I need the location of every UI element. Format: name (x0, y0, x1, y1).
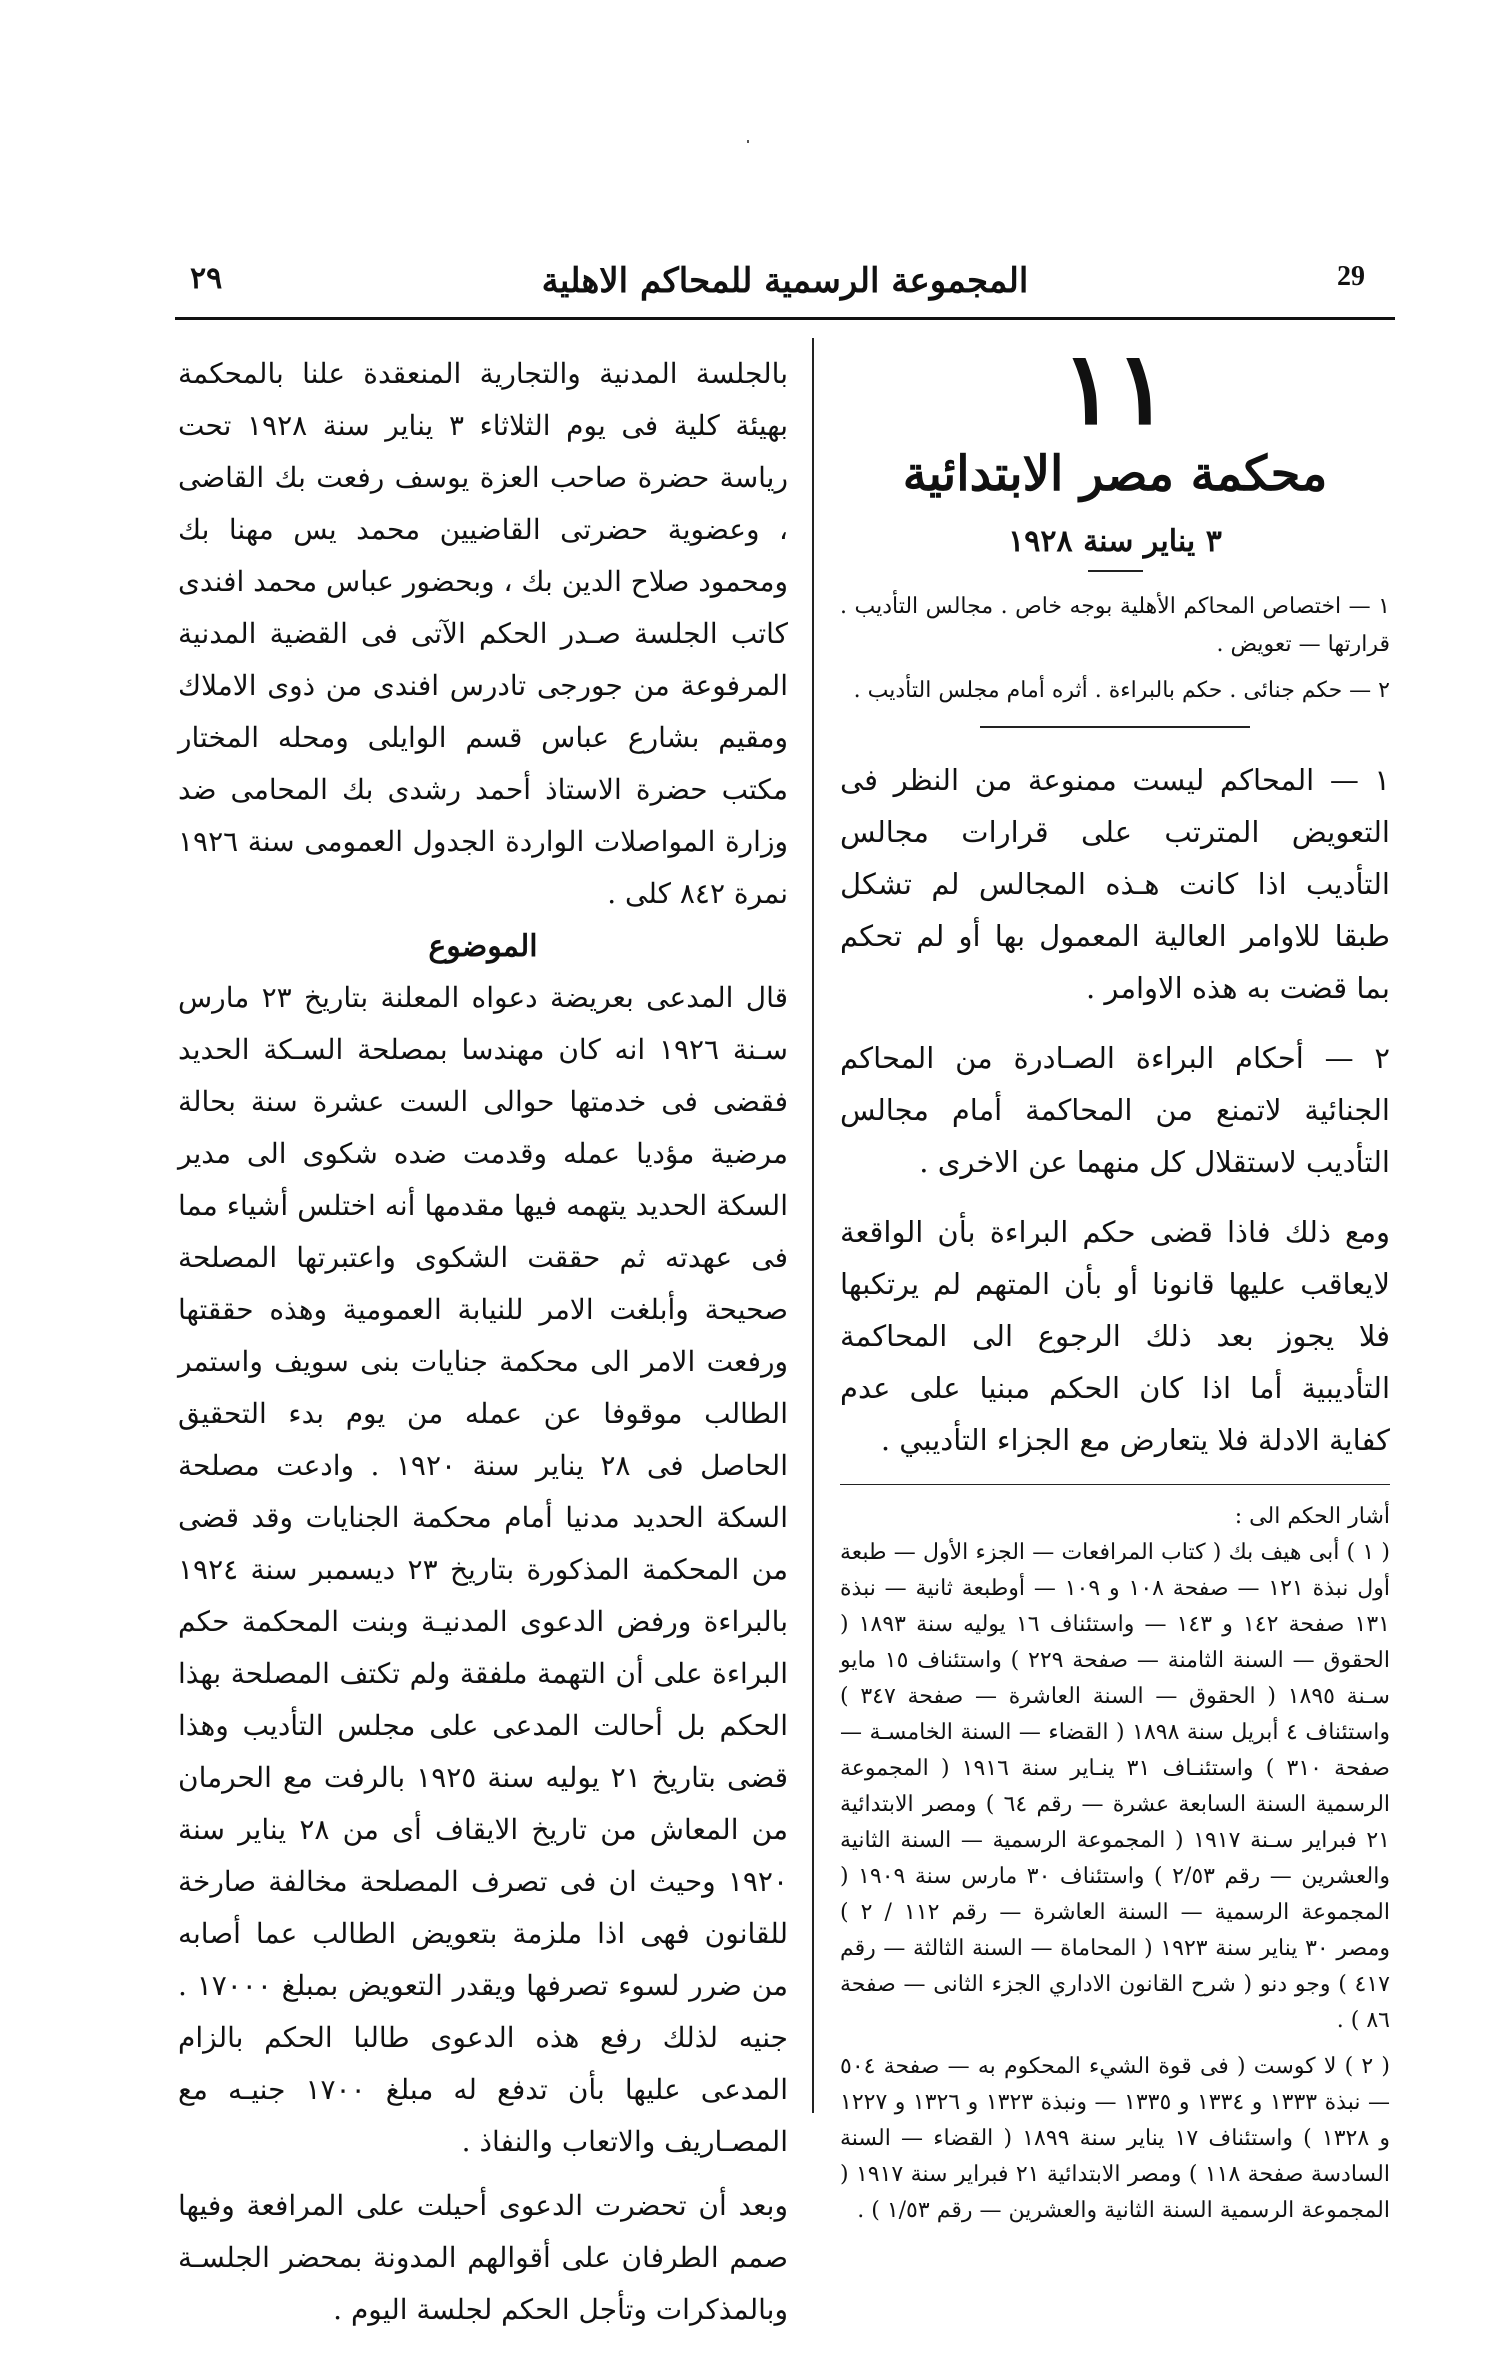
headnote: ٢ — حكم جنائى . حكم بالبراءة . أثره أمام مجلس التأديب . (853, 678, 1390, 703)
summary-column (840, 329, 1391, 2239)
case-number: ١١ (1061, 329, 1169, 447)
reference-note: ( ١ ) أبى هيف بك ( كتاب المرافعات — الجزء الأول — طبعة أول نبذة ١٢١ — صفحة ١٠٨ و ١٠٩ — أوطبعة ثانية — نبذة ١٣١ صفحة ١٤٢ و ١٤٣ — واستئناف ١٦ يوليه سنة ١٨٩٣ ( الحقوق — السنة الثامنة — صفحة ٢٢٩ ) واستئناف ١٥ مايو سـنة ١٨٩٥ ( الحقوق — السنة العاشرة — صفحة ٣٤٧ ) واستئناف ٤ أبريل سنة ١٨٩٨ ( القضاء — السنة الخامسـة — صفحة ٣١٠ ) واستئنـاف ٣١ ينـاير سنة ١٩١٦ ( المجموعة الرسمية السنة السابعة عشرة — رقم ٦٤ ) ومصر الابتدائية ٢١ فبراير سـنة ١٩١٧ ( المجموعة الرسمية — السنة الثانية والعشرين — رقم ٢/٥٣ ) واستئناف ٣٠ مارس سنة ١٩٠٩ ( المجموعة الرسمية — السنة العاشرة — رقم ١١٢ / ٢ ) ومصر ٣٠ يناير سنة ١٩٢٣ ( المحاماة — السنة الثالثة — رقم ٤١٧ ) وجو دنو ( شرح القانون الاداري الجزء الثانى — صفحة ٨٦ ) . (840, 1540, 1391, 2033)
column-divider (812, 338, 814, 2113)
references-intro: أشار الحكم الى : (1234, 1504, 1390, 1529)
reference-note: ( ٢ ) لا كوست ( فى قوة الشيء المحكوم به — صفحة ٥٠٤ — نبذة ١٣٣٣ و ١٣٣٤ و ١٣٣٥ — ونبذة ١٣٢٣ و ١٣٢٦ و ١٢٢٧ و ١٣٢٨ ) واستئناف ١٧ يناير سنة ١٨٩٩ ( القضاء — السنة السادسة صفحة ١١٨ ) ومصر الابتدائية ٢١ فبراير سنة ١٩١٧ ( المجموعة الرسمية السنة الثانية والعشرين — رقم ١/٥٣ ) . (840, 2054, 1390, 2223)
court-name: محكمة مصر الابتدائية (902, 446, 1328, 502)
subject-heading: الموضوع (428, 929, 538, 964)
principle: ٢ — أحكام البراءة الصـادرة من المحاكم الجنائية لاتمنع من المحاكمة أمام مجالس التأديب لاستقلال كل منهما عن الاخرى . (840, 1041, 1390, 1179)
page-number-latin: 29 (1337, 261, 1365, 292)
opening-paragraph: بالجلسة المدنية والتجارية المنعقدة علنا بالمحكمة بهيئة كلية فى يوم الثلاثاء ٣ يناير سنة ١٩٢٨ تحت رياسة حضرة صاحب العزة يوسف رفعت بك القاضى ، وعضوية حضرتى القاضيين محمد يس مهنا بك ومحمود صلاح الدين بك ، وبحضور عباس محمد افندى كاتب الجلسة صـدر الحكم الآتى فى القضية المدنية المرفوعة من جورجى تادرس افندى من ذوى الاملاك ومقيم بشارع عباس قسم الوايلى ومحله المختار مكتب حضرة الاستاذ أحمد رشدى بك المحامى ضد وزارة المواصلات الواردة الجدول العمومى سنة ١٩٢٦ نمرة ٨٤٢ كلى . (178, 357, 789, 910)
case-date: ٣ يناير سنة ١٩٢٨ (1008, 524, 1222, 559)
page-number-arabic: ٢٩ (190, 261, 223, 296)
running-header (175, 255, 1395, 317)
headnotes-rule (980, 726, 1250, 728)
headnote: ١ — اختصاص المحاكم الأهلية بوجه خاص . مجالس التأديب . قرارتها — تعويض . (840, 594, 1390, 657)
principle: ومع ذلك فاذا قضى حكم البراءة بأن الواقعة لايعاقب عليها قانونا أو بأن المتهم لم يرتكبها فلا يجوز بعد ذلك الرجوع الى المحاكمة التأديبية أما اذا كان الحكم مبنيا على عدم كفاية الادلة فلا يتعارض مع الجزاء التأديبي . (840, 1215, 1390, 1457)
principle: ١ — المحاكم ليست ممنوعة من النظر فى التعويض المترتب على قرارات مجالس التأديب اذا كانت هـذه المجالس لم تشكل طبقا للاوامر العالية المعمول بها أو لم تحكم بما قضت به هذه الاوامر . (840, 763, 1390, 1005)
procedure-paragraph: وبعد أن تحضرت الدعوى أحيلت على المرافعة وفيها صمم الطرفان على أقوالهم المدونة بمحضر الجلسـة وبالمذكرات وتأجل الحكم لجلسة اليوم . (178, 2189, 788, 2326)
header-rule (175, 317, 1395, 320)
journal-title: المجموعة الرسمية للمحاكم الاهلية (541, 261, 1029, 301)
scan-mark (747, 140, 749, 143)
date-rule (1088, 570, 1143, 572)
references-rule (840, 1484, 1390, 1485)
facts-paragraph: قال المدعى بعريضة دعواه المعلنة بتاريخ ٢٣ مارس سـنة ١٩٢٦ انه كان مهندسا بمصلحة السـكة الحديد فقضى فى خدمتها حوالى الست عشرة سنة بحالة مرضية مؤديا عمله وقدمت ضده شكوى الى مدير السكة الحديد يتهمه فيها مقدمها أنه اختلس أشياء مما فى عهدته ثم حققت الشكوى واعتبرتها المصلحة صحيحة وأبلغت الامر للنيابة العمومية وهذه حققتها ورفعت الامر الى محكمة جنايات بنى سويف واستمر الطالب موقوفا عن عمله من يوم بدء التحقيق الحاصل فى ٢٨ يناير سنة ١٩٢٠ . وادعت مصلحة السكة الحديد مدنيا أمام محكمة الجنايات وقد قضى من المحكمة المذكورة بتاريخ ٢٣ ديسمبر سنة ١٩٢٤ بالبراءة ورفض الدعوى المدنيـة وبنت المحكمة حكم البراءة على أن التهمة ملفقة ولم تكتف المصلحة بهذا الحكم بل أحالت المدعى على مجلس التأديب وهذا قضى بتاريخ ٢١ يوليه سنة ١٩٢٥ بالرفت مع الحرمان من المعاش من تاريخ الايقاف أى من ٢٨ يناير سنة ١٩٢٠ وحيث ان فى تصرف المصلحة مخالفة صارخة للقانون فهى اذا ملزمة بتعويض الطالب عما أصابه من ضرر لسوء تصرفها ويقدر التعويض بمبلغ ١٧٠٠٠ . جنيه لذلك رفع هذه الدعوى طالبا الحكم بالزام المدعى عليها بأن تدفع له مبلغ ١٧٠٠ جنيـه مع المصـاريف والاتعاب والنفاذ . (178, 981, 789, 2158)
judgment-column (178, 348, 788, 2336)
